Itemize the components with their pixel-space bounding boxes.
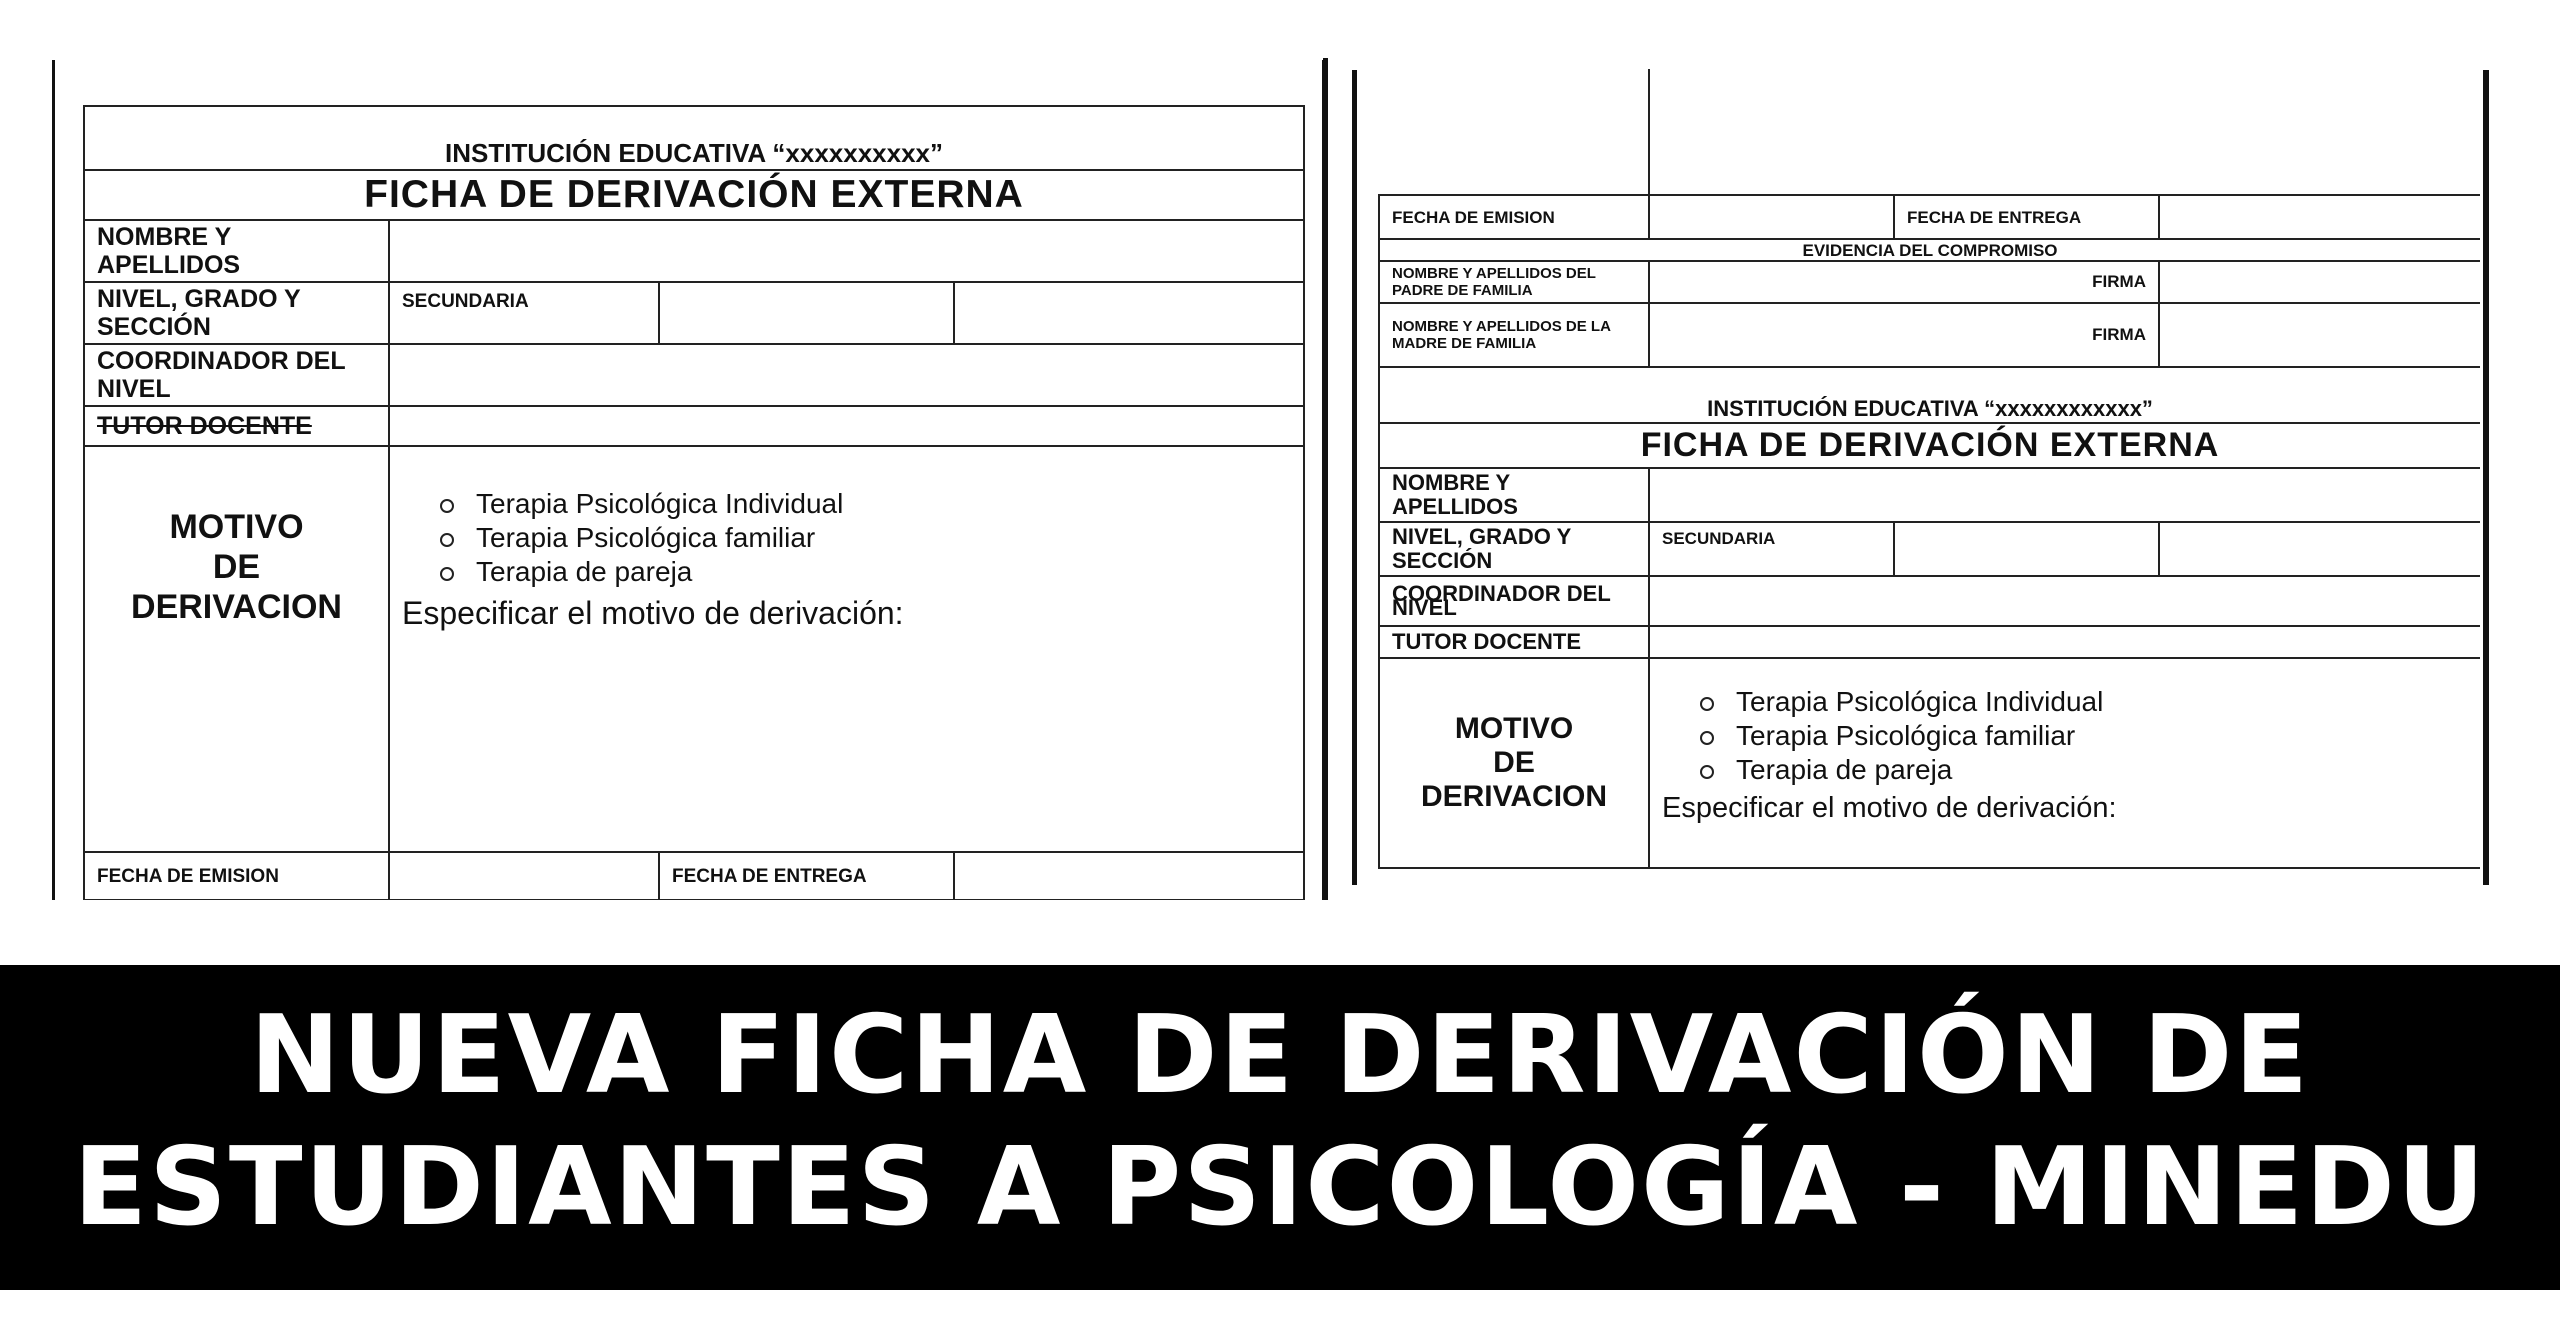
radio-circle-icon <box>440 499 454 513</box>
motivo-line-3-r: DERIVACION <box>1420 780 1608 813</box>
motivo-options-r <box>1662 685 2468 787</box>
form-title: FICHA DE DERIVACIÓN EXTERNA <box>84 170 1304 220</box>
field-motivo-r[interactable] <box>1649 658 2480 868</box>
right-form-table <box>1378 69 2480 869</box>
field-fecha-emision-r[interactable] <box>1649 195 1894 239</box>
banner-line-2: ESTUDIANTES A PSICOLOGÍA - MINEDU <box>73 1125 2487 1250</box>
field-motivo[interactable] <box>389 446 1304 852</box>
motivo-line-2: DE <box>212 548 261 586</box>
institution-heading-r: INSTITUCIÓN EDUCATIVA “xxxxxxxxxxxx” <box>1379 367 2480 423</box>
motivo-options <box>402 487 1291 589</box>
field-nivel-value-r[interactable]: SECUNDARIA <box>1649 522 1894 576</box>
motivo-line-3: DERIVACION <box>131 588 342 626</box>
label-nivel: NIVEL, GRADO Y SECCIÓN <box>84 282 389 344</box>
right-doc-left-border-2 <box>1352 70 1357 885</box>
field-tutor[interactable] <box>389 406 1304 446</box>
field-top-blank-2 <box>1649 69 2480 195</box>
radio-circle-icon <box>440 567 454 581</box>
right-doc-left-border <box>1323 58 1328 888</box>
label-firma-madre: FIRMA <box>2092 325 2146 344</box>
label-madre: NOMBRE Y APELLIDOS DE LA MADRE DE FAMILIA <box>1379 303 1649 367</box>
label-fecha-entrega-r: FECHA DE ENTREGA <box>1894 195 2159 239</box>
option-familiar-r[interactable]: Terapia Psicológica familiar <box>1700 719 2468 753</box>
left-form-document <box>55 55 1305 900</box>
field-top-blank <box>1379 69 1649 195</box>
field-tutor-r[interactable] <box>1649 626 2480 658</box>
option-pareja[interactable]: Terapia de pareja <box>440 555 1291 589</box>
label-nombre: NOMBRE Y APELLIDOS <box>84 220 389 282</box>
option-pareja-r[interactable]: Terapia de pareja <box>1700 753 2468 787</box>
field-firma-padre[interactable] <box>2159 261 2480 303</box>
left-form-table <box>83 105 1305 900</box>
label-nombre-r: NOMBRE Y APELLIDOS <box>1379 468 1649 522</box>
motivo-line-1: MOTIVO <box>169 508 304 546</box>
form-title-r: FICHA DE DERIVACIÓN EXTERNA <box>1379 423 2480 468</box>
specify-text: Especificar el motivo de derivación: <box>402 595 904 631</box>
option-individual-r[interactable]: Terapia Psicológica Individual <box>1700 685 2468 719</box>
label-coordinador: COORDINADOR DEL NIVEL <box>84 344 389 406</box>
motivo-line-2-r: DE <box>1493 746 1535 779</box>
field-padre[interactable] <box>1649 261 2159 303</box>
option-individual[interactable]: Terapia Psicológica Individual <box>440 487 1291 521</box>
field-nombre[interactable] <box>389 220 1304 282</box>
label-tutor-r: TUTOR DOCENTE <box>1379 626 1649 658</box>
field-coordinador[interactable] <box>389 344 1304 406</box>
label-coordinador-r: COORDINADOR DEL NIVEL <box>1379 576 1649 626</box>
field-seccion[interactable] <box>954 282 1304 344</box>
field-firma-madre[interactable] <box>2159 303 2480 367</box>
label-fecha-emision-r: FECHA DE EMISION <box>1379 195 1649 239</box>
field-seccion-r[interactable] <box>2159 522 2480 576</box>
field-coordinador-r[interactable] <box>1649 576 2480 626</box>
radio-circle-icon <box>1700 697 1714 711</box>
field-grado-r[interactable] <box>1894 522 2159 576</box>
radio-circle-icon <box>1700 731 1714 745</box>
radio-circle-icon <box>1700 765 1714 779</box>
option-familiar[interactable]: Terapia Psicológica familiar <box>440 521 1291 555</box>
field-nivel-value[interactable]: SECUNDARIA <box>389 282 659 344</box>
label-fecha-emision: FECHA DE EMISION <box>84 852 389 900</box>
specify-text-r: Especificar el motivo de derivación: <box>1662 792 2117 824</box>
label-motivo <box>84 446 389 852</box>
label-motivo-r <box>1379 658 1649 868</box>
banner-line-1: NUEVA FICHA DE DERIVACIÓN DE <box>249 993 2311 1118</box>
label-evidencia: EVIDENCIA DEL COMPROMISO <box>1379 239 2480 261</box>
label-padre: NOMBRE Y APELLIDOS DEL PADRE DE FAMILIA <box>1379 261 1649 303</box>
field-madre[interactable] <box>1649 303 2159 367</box>
field-fecha-entrega-r[interactable] <box>2159 195 2480 239</box>
field-nombre-r[interactable] <box>1649 468 2480 522</box>
label-nivel-r: NIVEL, GRADO Y SECCIÓN <box>1379 522 1649 576</box>
title-banner <box>0 965 2560 1290</box>
field-fecha-entrega[interactable] <box>954 852 1304 900</box>
label-fecha-entrega: FECHA DE ENTREGA <box>659 852 954 900</box>
field-grado[interactable] <box>659 282 954 344</box>
label-tutor: TUTOR DOCENTE <box>84 406 389 446</box>
institution-heading: INSTITUCIÓN EDUCATIVA “xxxxxxxxxx” <box>84 106 1304 170</box>
field-fecha-emision[interactable] <box>389 852 659 900</box>
radio-circle-icon <box>440 533 454 547</box>
right-form-document <box>1360 55 2480 885</box>
motivo-line-1-r: MOTIVO <box>1454 712 1574 745</box>
label-firma-padre: FIRMA <box>2092 272 2146 291</box>
right-doc-right-border <box>2483 70 2489 885</box>
